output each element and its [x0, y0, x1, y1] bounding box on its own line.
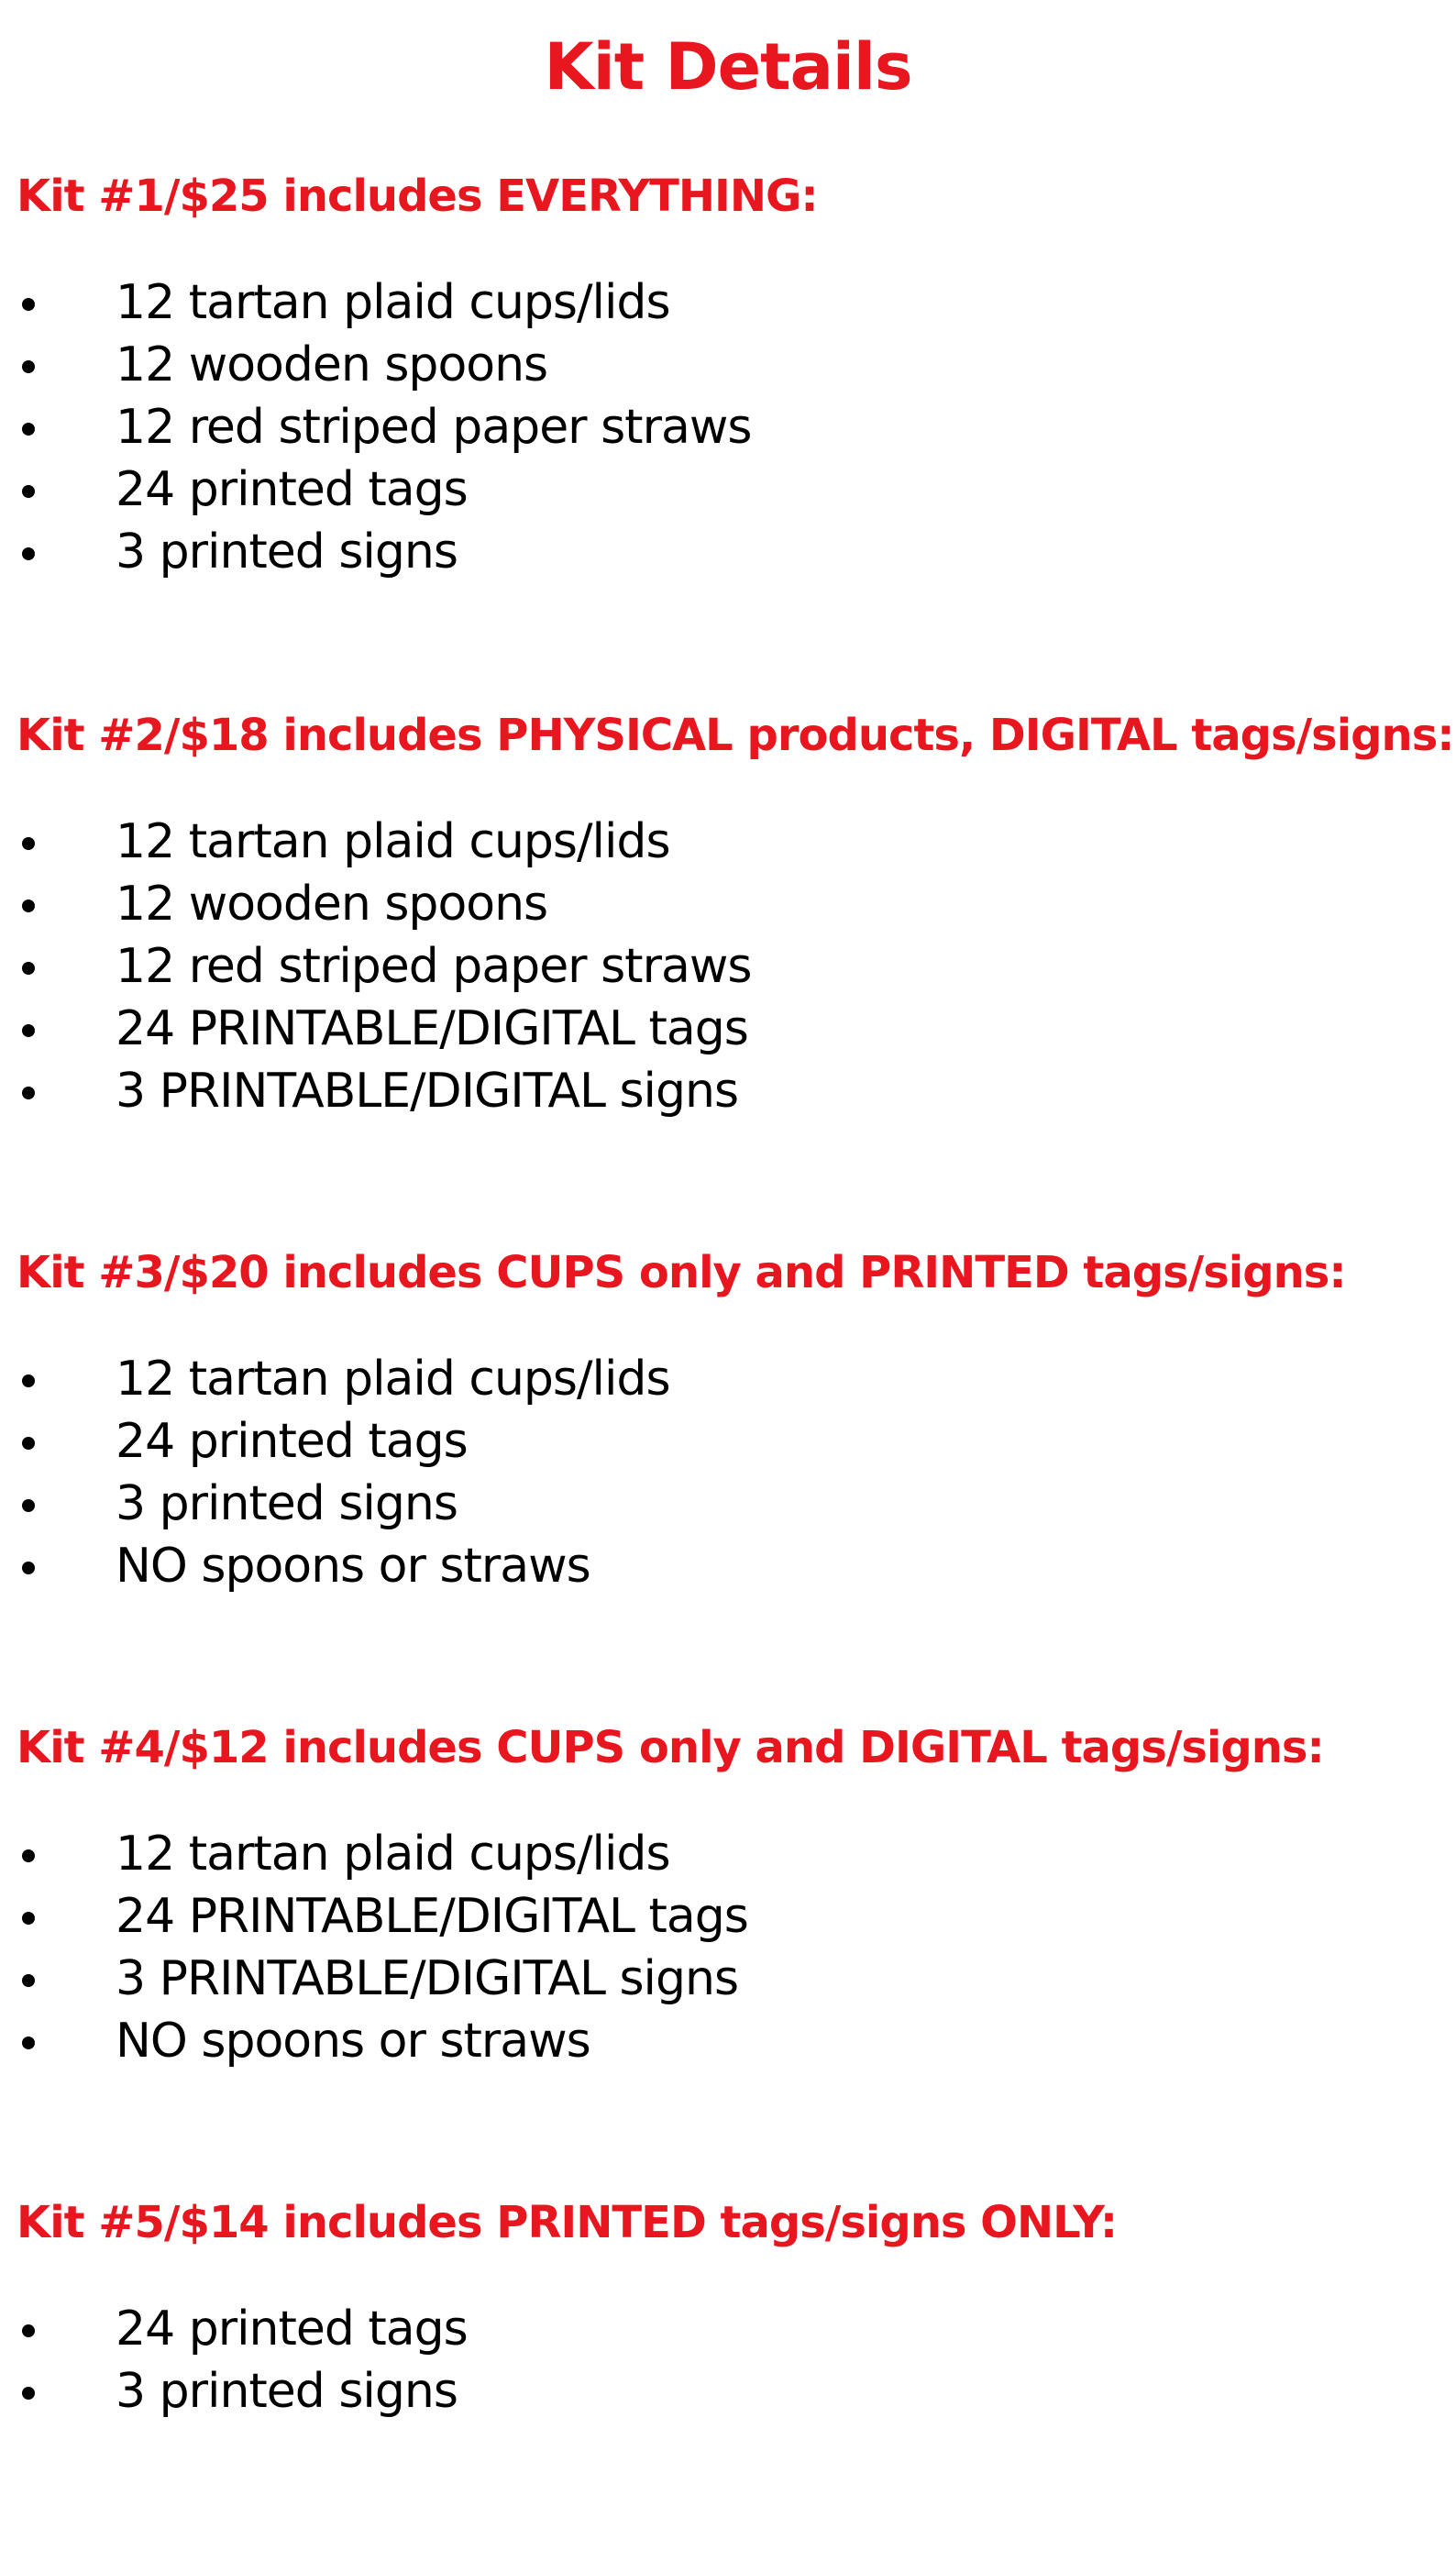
list-item-text: NO spoons or straws [116, 2014, 590, 2069]
bullet-icon [22, 1087, 35, 1099]
bullet-icon [22, 837, 35, 850]
bullet-icon [22, 1499, 35, 1512]
list-item-text: 24 printed tags [116, 462, 468, 517]
bullet-icon [22, 1562, 35, 1574]
list-item-text: 3 printed signs [116, 2364, 458, 2419]
bullet-icon [22, 360, 35, 373]
bullet-icon [22, 547, 35, 560]
bullet-icon [22, 485, 35, 498]
bullet-icon [22, 2324, 35, 2337]
kit-heading: Kit #5/$14 includes PRINTED tags/signs ONLY: [17, 2197, 1118, 2248]
list-item-text: 3 printed signs [116, 524, 458, 580]
bullet-icon [22, 1912, 35, 1925]
list-item-text: NO spoons or straws [116, 1539, 590, 1594]
bullet-icon [22, 1974, 35, 1987]
kit-heading: Kit #2/$18 includes PHYSICAL products, DIGITAL tags/signs: [17, 710, 1454, 761]
kit-heading: Kit #3/$20 includes CUPS only and PRINTED tags/signs: [17, 1247, 1346, 1298]
list-item-text: 12 tartan plaid cups/lids [116, 814, 670, 869]
list-item-text: 12 red striped paper straws [116, 939, 752, 994]
list-item-text: 3 PRINTABLE/DIGITAL signs [116, 1951, 739, 2006]
list-item-text: 12 tartan plaid cups/lids [116, 1827, 670, 1882]
list-item-text: 12 wooden spoons [116, 877, 548, 932]
bullet-icon [22, 1374, 35, 1387]
bullet-icon [22, 423, 35, 436]
list-item-text: 12 tartan plaid cups/lids [116, 275, 670, 330]
list-item-text: 3 PRINTABLE/DIGITAL signs [116, 1064, 739, 1119]
list-item-text: 12 tartan plaid cups/lids [116, 1352, 670, 1407]
kit-heading: Kit #4/$12 includes CUPS only and DIGITAL tags/signs: [17, 1722, 1324, 1773]
bullet-icon [22, 2037, 35, 2049]
list-item-text: 24 printed tags [116, 1414, 468, 1469]
kit-heading: Kit #1/$25 includes EVERYTHING: [17, 171, 818, 222]
bullet-icon [22, 1437, 35, 1450]
list-item-text: 24 printed tags [116, 2302, 468, 2357]
bullet-icon [22, 900, 35, 912]
bullet-icon [22, 962, 35, 975]
bullet-icon [22, 298, 35, 311]
list-item-text: 12 wooden spoons [116, 337, 548, 392]
page-title: Kit Details [544, 29, 912, 105]
bullet-icon [22, 1849, 35, 1862]
list-item-text: 24 PRINTABLE/DIGITAL tags [116, 1889, 748, 1944]
list-item-text: 24 PRINTABLE/DIGITAL tags [116, 1001, 748, 1056]
bullet-icon [22, 1024, 35, 1037]
bullet-icon [22, 2387, 35, 2400]
list-item-text: 3 printed signs [116, 1476, 458, 1531]
list-item-text: 12 red striped paper straws [116, 400, 752, 455]
